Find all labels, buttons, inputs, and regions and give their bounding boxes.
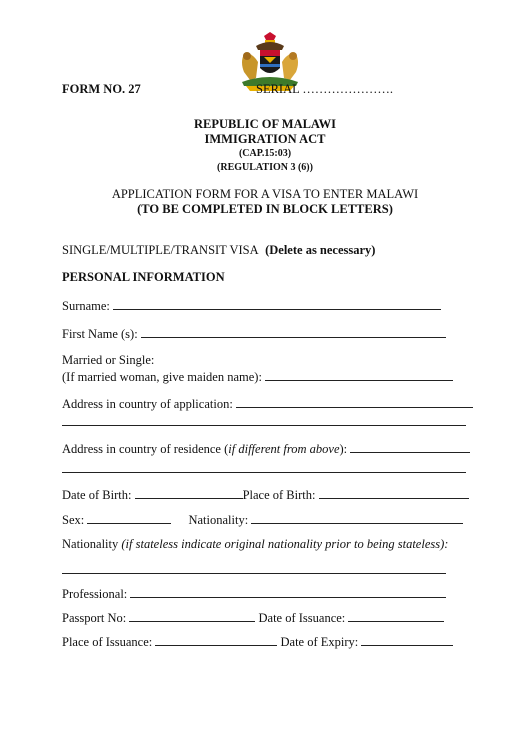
professional-label: Professional: bbox=[62, 587, 128, 601]
republic-heading: REPUBLIC OF MALAWI bbox=[194, 117, 336, 131]
address-residence-label-italic: if different from above bbox=[228, 442, 340, 456]
act-heading: IMMIGRATION ACT bbox=[204, 132, 326, 146]
address-residence-line-2[interactable] bbox=[62, 472, 466, 473]
date-of-birth-input[interactable] bbox=[135, 487, 243, 499]
visa-type-line bbox=[62, 243, 375, 258]
maiden-name-input[interactable] bbox=[265, 369, 453, 381]
place-of-issuance-label: Place of Issuance: bbox=[62, 635, 153, 649]
place-of-birth-label: Place of Birth: bbox=[242, 488, 316, 502]
date-of-birth-label: Date of Birth: bbox=[62, 488, 132, 502]
maiden-name-label: (If married woman, give maiden name): bbox=[62, 370, 262, 384]
date-of-issuance-input[interactable] bbox=[348, 610, 444, 622]
issuance-row bbox=[62, 634, 453, 650]
maiden-name-row bbox=[62, 369, 453, 385]
serial-field: SERIAL …………………. bbox=[256, 82, 394, 96]
regulation-heading: (REGULATION 3 (6)) bbox=[217, 162, 313, 173]
first-name-input[interactable] bbox=[141, 326, 446, 338]
stateless-nationality-label: Nationality bbox=[62, 537, 119, 551]
address-application-label: Address in country of application: bbox=[62, 397, 233, 411]
passport-no-input[interactable] bbox=[129, 610, 255, 622]
visa-type-label: SINGLE/MULTIPLE/TRANSIT VISA bbox=[62, 243, 258, 257]
stateless-nationality-input[interactable] bbox=[62, 573, 446, 574]
address-residence-input[interactable] bbox=[350, 441, 470, 453]
stateless-nationality-row bbox=[62, 537, 448, 552]
nationality-input[interactable] bbox=[251, 512, 463, 524]
visa-type-note: (Delete as necessary) bbox=[265, 243, 376, 257]
address-residence-label-suffix: ): bbox=[339, 442, 348, 456]
birth-row bbox=[62, 487, 469, 503]
first-name-row bbox=[62, 326, 446, 342]
address-residence-row bbox=[62, 441, 470, 457]
form-title: APPLICATION FORM FOR A VISA TO ENTER MALAWI bbox=[111, 187, 419, 201]
address-application-row bbox=[62, 396, 473, 412]
sex-input[interactable] bbox=[87, 512, 171, 524]
date-of-issuance-label: Date of Issuance: bbox=[258, 611, 346, 625]
surname-row bbox=[62, 298, 441, 314]
address-application-line-2[interactable] bbox=[62, 425, 466, 426]
place-of-birth-input[interactable] bbox=[319, 487, 469, 499]
first-name-label: First Name (s): bbox=[62, 327, 138, 341]
address-application-input[interactable] bbox=[236, 396, 473, 408]
stateless-nationality-note: (if stateless indicate original nationality prior to being stateless): bbox=[121, 537, 449, 551]
passport-no-label: Passport No: bbox=[62, 611, 127, 625]
surname-label: Surname: bbox=[62, 299, 110, 313]
sex-label: Sex: bbox=[62, 513, 85, 527]
sex-nationality-row bbox=[62, 512, 463, 528]
cap-heading: (CAP.15:03) bbox=[238, 148, 292, 159]
married-single-label: Married or Single: bbox=[62, 353, 155, 367]
professional-input[interactable] bbox=[130, 586, 446, 598]
address-residence-label-prefix: Address in country of residence ( bbox=[62, 442, 229, 456]
passport-row bbox=[62, 610, 444, 626]
surname-input[interactable] bbox=[113, 298, 441, 310]
section-title: PERSONAL INFORMATION bbox=[62, 270, 225, 284]
place-of-issuance-input[interactable] bbox=[155, 634, 277, 646]
nationality-label: Nationality: bbox=[188, 513, 249, 527]
form-number: FORM NO. 27 bbox=[62, 82, 141, 96]
professional-row bbox=[62, 586, 446, 602]
date-of-expiry-input[interactable] bbox=[361, 634, 453, 646]
block-letters-instruction: (TO BE COMPLETED IN BLOCK LETTERS) bbox=[137, 202, 393, 216]
date-of-expiry-label: Date of Expiry: bbox=[280, 635, 359, 649]
